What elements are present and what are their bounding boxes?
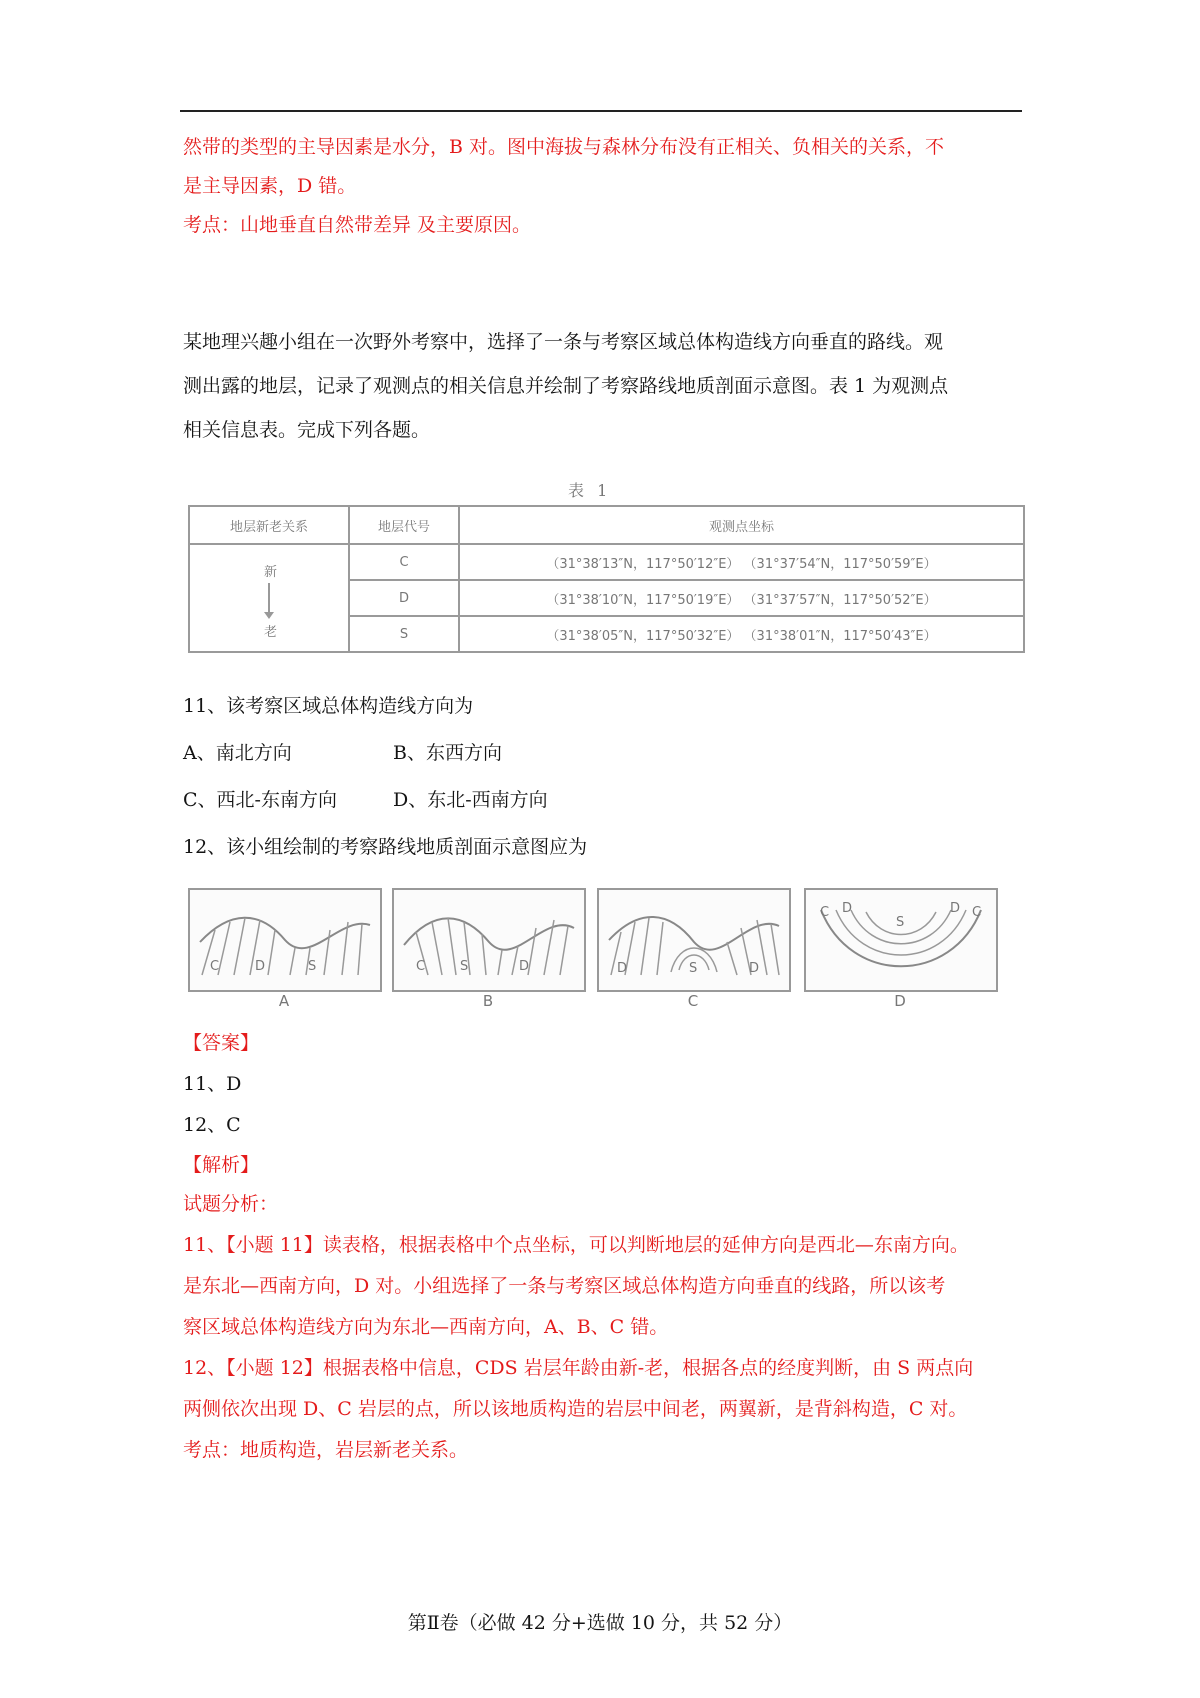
age-new-label: 新 bbox=[264, 565, 278, 580]
diagram-d-stratum-1: C bbox=[820, 905, 830, 920]
analysis-kaodian: 考点：地质构造，岩层新老关系。 bbox=[183, 1439, 469, 1461]
diagram-b-svg bbox=[394, 890, 584, 990]
intro-line2: 测出露的地层，记录了观测点的相关信息并绘制了考察路线地质剖面示意图。表 1 为观测点 bbox=[183, 375, 949, 397]
diagram-a-stratum-2: D bbox=[255, 959, 266, 974]
diagram-b-stratum-3: D bbox=[519, 959, 530, 974]
diagram-c-stratum-1: D bbox=[617, 961, 628, 976]
prev-kaodian: 考点：山地垂直自然带差异 及主要原因。 bbox=[183, 214, 532, 236]
diagram-c bbox=[597, 888, 791, 992]
diagram-d-svg bbox=[806, 890, 996, 990]
analysis-intro: 试题分析： bbox=[183, 1193, 279, 1215]
q11-option-c: C、西北-东南方向 bbox=[183, 789, 337, 811]
q11-option-b: B、东西方向 bbox=[393, 742, 502, 764]
diagram-d-stratum-3: S bbox=[896, 915, 905, 930]
diagram-c-svg bbox=[599, 890, 789, 990]
answer-heading: 【答案】 bbox=[183, 1032, 260, 1054]
diagram-c-label: C bbox=[687, 992, 699, 1010]
age-cell bbox=[189, 544, 349, 652]
analysis-11-line3: 察区域总体构造线方向为东北—西南方向，A、B、C 错。 bbox=[183, 1316, 669, 1338]
answer-12: 12、C bbox=[183, 1114, 241, 1136]
diagram-a-label: A bbox=[278, 992, 290, 1010]
observation-table bbox=[188, 505, 1025, 653]
diagram-a-stratum-1: C bbox=[210, 959, 220, 974]
table-row-coords: （31°38′10″N，117°50′19″E） （31°37′57″N，117°50′52″E） bbox=[459, 580, 1024, 616]
age-old-label: 老 bbox=[264, 625, 278, 640]
answer-11: 11、D bbox=[183, 1073, 242, 1095]
table-row-coords: （31°38′05″N，117°50′32″E） （31°38′01″N，117°50′43″E） bbox=[459, 616, 1024, 652]
table-row-code: D bbox=[349, 580, 459, 616]
diagram-b-label: B bbox=[482, 992, 494, 1010]
diagram-c-stratum-3: D bbox=[749, 961, 760, 976]
diagram-a bbox=[188, 888, 382, 992]
q11-stem: 11、该考察区域总体构造线方向为 bbox=[183, 695, 474, 717]
diagram-b bbox=[392, 888, 586, 992]
diagram-b-stratum-2: S bbox=[460, 959, 469, 974]
diagram-d-label: D bbox=[894, 992, 906, 1010]
q11-option-d: D、东北-西南方向 bbox=[393, 789, 548, 811]
analysis-heading: 【解析】 bbox=[183, 1154, 260, 1176]
table-header-code: 地层代号 bbox=[349, 506, 459, 544]
diagram-d bbox=[804, 888, 998, 992]
diagram-b-stratum-1: C bbox=[416, 959, 426, 974]
section-footer: 第Ⅱ卷（必做 42 分+选做 10 分，共 52 分） bbox=[407, 1612, 793, 1634]
diagram-a-svg bbox=[190, 890, 380, 990]
table-row-code: C bbox=[349, 544, 459, 580]
analysis-12-line2: 两侧依次出现 D、C 岩层的点，所以该地质构造的岩层中间老，两翼新，是背斜构造，C 对。 bbox=[183, 1398, 968, 1420]
diagram-d-stratum-5: C bbox=[972, 905, 982, 920]
table-header-age: 地层新老关系 bbox=[189, 506, 349, 544]
q12-stem: 12、该小组绘制的考察路线地质剖面示意图应为 bbox=[183, 836, 588, 858]
table-row-coords: （31°38′13″N，117°50′12″E） （31°37′54″N，117°50′59″E） bbox=[459, 544, 1024, 580]
analysis-12-line1: 12、【小题 12】根据表格中信息，CDS 岩层年龄由新-老，根据各点的经度判断，由 S 两点向 bbox=[183, 1357, 974, 1379]
analysis-11-line2: 是东北—西南方向，D 对。小组选择了一条与考察区域总体构造方向垂直的线路，所以该考 bbox=[183, 1275, 946, 1297]
table-row-code: S bbox=[349, 616, 459, 652]
diagram-d-stratum-2: D bbox=[842, 901, 853, 916]
intro-line3: 相关信息表。完成下列各题。 bbox=[183, 419, 431, 441]
diagram-c-stratum-2: S bbox=[689, 961, 698, 976]
diagram-a-stratum-3: S bbox=[308, 959, 317, 974]
analysis-11-line1: 11、【小题 11】读表格，根据表格中个点坐标，可以判断地层的延伸方向是西北—东南方向。 bbox=[183, 1234, 969, 1256]
prev-explanation-line2: 是主导因素，D 错。 bbox=[183, 175, 357, 197]
age-arrow-icon bbox=[268, 583, 270, 613]
table-header-coords: 观测点坐标 bbox=[459, 506, 1024, 544]
intro-line1: 某地理兴趣小组在一次野外考察中，选择了一条与考察区域总体构造线方向垂直的路线。观 bbox=[183, 331, 944, 353]
prev-explanation-line1: 然带的类型的主导因素是水分，B 对。图中海拔与森林分布没有正相关、负相关的关系，不 bbox=[183, 136, 945, 158]
header-rule bbox=[180, 110, 1022, 112]
table-title: 表 1 bbox=[568, 481, 612, 500]
q11-option-a: A、南北方向 bbox=[183, 742, 292, 764]
diagram-d-stratum-4: D bbox=[950, 901, 961, 916]
